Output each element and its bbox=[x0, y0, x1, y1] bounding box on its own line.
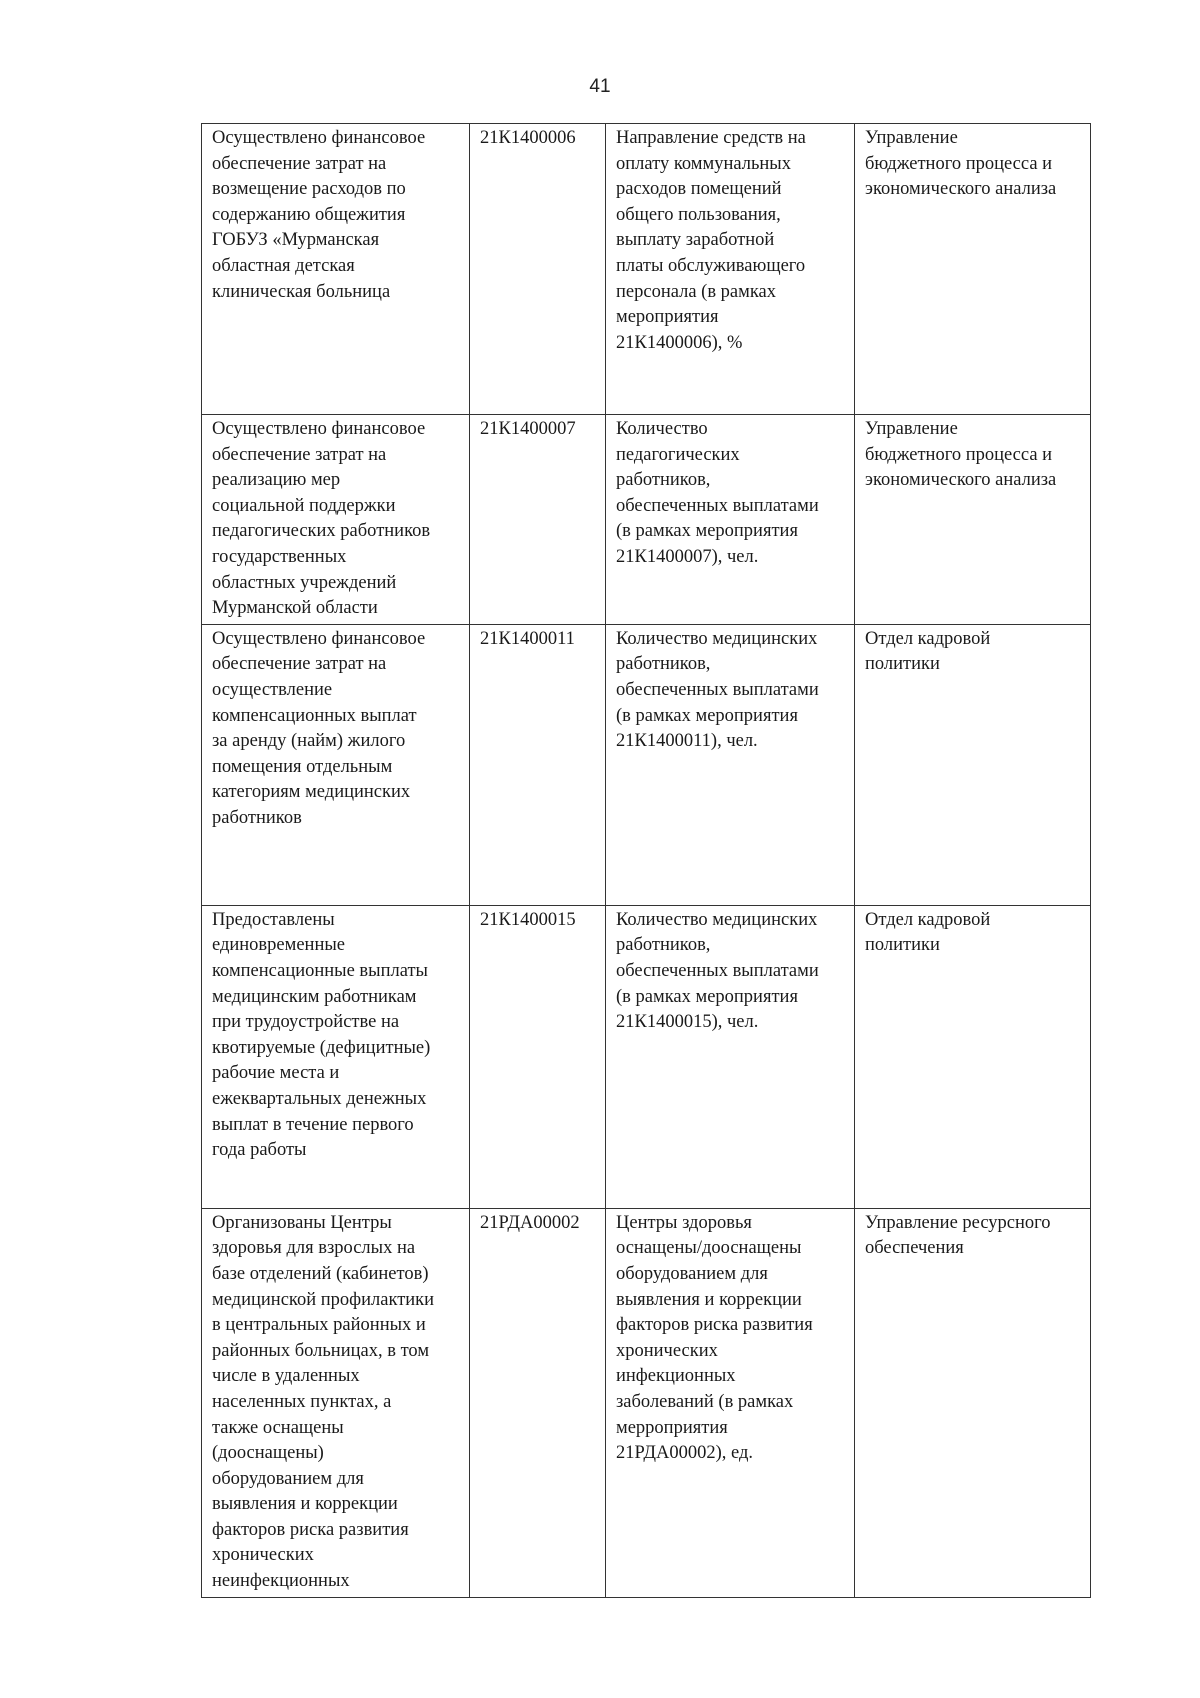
event-cell: Организованы Центры здоровья для взрослых на базе отделений (кабинетов) медицинской профилактики в центральных районных и районных больницах, в том числе в удаленных населенных пунктах, а также оснащены (дооснащены) оборудованием для выявления и коррекции факторов риска развития хронических неинфекционных bbox=[202, 1208, 470, 1597]
table-row bbox=[202, 124, 1091, 415]
indicator-cell: Направление средств на оплату коммунальных расходов помещений общего пользования, выплату заработной платы обслуживающего персонала (в рамках мероприятия 21К1400006), % bbox=[606, 124, 855, 415]
responsible-cell: Управление бюджетного процесса и экономического анализа bbox=[855, 124, 1091, 415]
event-cell: Осуществлено финансовое обеспечение затрат на осуществление компенсационных выплат за аренду (найм) жилого помещения отдельным категориям медицинских работников bbox=[202, 624, 470, 905]
table-row bbox=[202, 1208, 1091, 1597]
indicator-cell: Количество медицинских работников, обеспеченных выплатами (в рамках мероприятия 21К1400011), чел. bbox=[606, 624, 855, 905]
page-number: 41 bbox=[589, 76, 611, 97]
code-cell: 21К1400006 bbox=[470, 124, 606, 415]
event-cell: Предоставлены единовременные компенсационные выплаты медицинским работникам при трудоустройстве на квотируемые (дефицитные) рабочие места и ежеквартальных денежных выплат в течение первого года работы bbox=[202, 905, 470, 1208]
code-cell: 21РДА00002 bbox=[470, 1208, 606, 1597]
event-cell: Осуществлено финансовое обеспечение затрат на возмещение расходов по содержанию общежития ГОБУЗ «Мурманская областная детская клиническая больница bbox=[202, 124, 470, 415]
table-row bbox=[202, 415, 1091, 625]
event-cell: Осуществлено финансовое обеспечение затрат на реализацию мер социальной поддержки педагогических работников государственных областных учреждений Мурманской области bbox=[202, 415, 470, 625]
responsible-cell: Отдел кадровой политики bbox=[855, 905, 1091, 1208]
code-cell: 21К1400011 bbox=[470, 624, 606, 905]
responsible-cell: Управление ресурсного обеспечения bbox=[855, 1208, 1091, 1597]
responsible-cell: Управление бюджетного процесса и экономического анализа bbox=[855, 415, 1091, 625]
indicator-cell: Центры здоровья оснащены/дооснащены оборудованием для выявления и коррекции факторов риска развития хронических инфекционных заболеваний (в рамках мерроприятия 21РДА00002), ед. bbox=[606, 1208, 855, 1597]
indicator-cell: Количество медицинских работников, обеспеченных выплатами (в рамках мероприятия 21К1400015), чел. bbox=[606, 905, 855, 1208]
table-row bbox=[202, 624, 1091, 905]
code-cell: 21К1400007 bbox=[470, 415, 606, 625]
indicator-cell: Количество педагогических работников, обеспеченных выплатами (в рамках мероприятия 21К1400007), чел. bbox=[606, 415, 855, 625]
table-row bbox=[202, 905, 1091, 1208]
activities-table bbox=[201, 123, 1091, 1598]
code-cell: 21К1400015 bbox=[470, 905, 606, 1208]
responsible-cell: Отдел кадровой политики bbox=[855, 624, 1091, 905]
